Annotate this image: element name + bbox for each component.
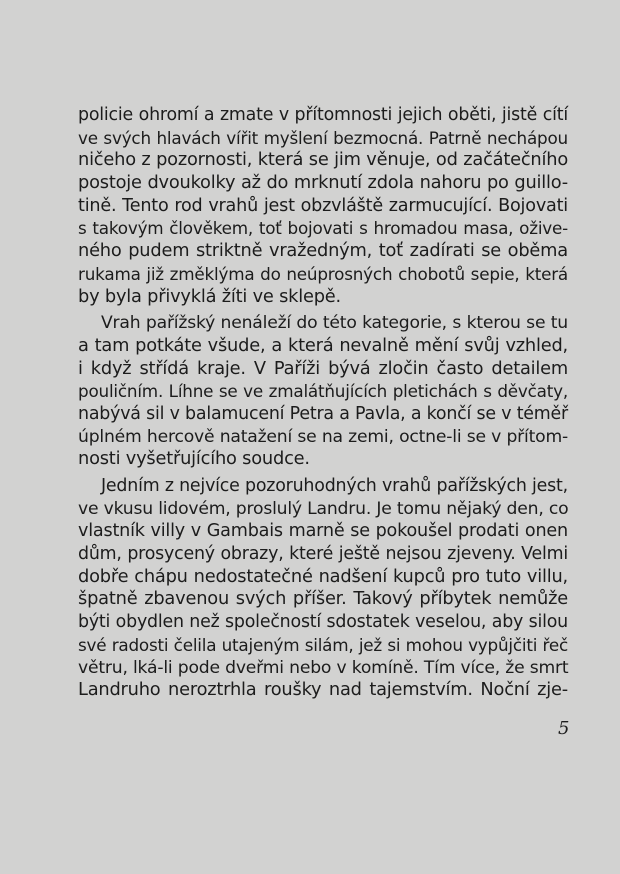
page-number: 5 — [558, 718, 570, 739]
text-line: nabývá sil v balamucení Petra a Pavla, a končí se v téměř — [78, 403, 568, 424]
text-line: pouličním. Líhne se ve zmalátňujících pletichách s děvčaty, — [78, 381, 568, 402]
text-line: ničeho z pozornosti, která se jim věnuje, od začátečního — [78, 149, 568, 171]
body-text — [78, 104, 568, 702]
text-line: Jedním z nejvíce pozoruhodných vrahů pařížských jest, — [101, 476, 568, 496]
text-line: dům, prosycený obrazy, které ještě nejsou zjeveny. Velmi — [78, 544, 568, 565]
text-line: policie ohromí a zmate v přítomnosti jejich oběti, jistě cítí — [78, 105, 568, 125]
text-line: by byla přivyklá žíti ve sklepě. — [78, 285, 342, 307]
text-line: úplném hercově natažení se na zemi, octne-li se v přítom- — [78, 426, 568, 447]
text-line: větru, lká-li pode dveřmi nebo v komíně. Tím více, že smrt — [78, 657, 569, 678]
paragraph-1 — [78, 104, 568, 308]
text-line: a tam potkáte všude, a která nevalně mění svůj vzhled, — [78, 334, 568, 356]
text-line: býti obydlen než společností sdostatek veselou, aby silou — [78, 612, 568, 633]
text-line: s takovým člověkem, toť bojovati s hromadou masa, ožive- — [78, 218, 568, 239]
text-line: ve svých hlavách vířit myšlení bezmocná. Patrně nechápou — [78, 127, 568, 148]
paragraph-3 — [78, 475, 568, 702]
text-line: své radosti čelila utajeným silám, jež si mohou vypůjčiti řeč — [78, 634, 568, 655]
text-line: dobře chápu nedostatečné nadšení kupců pro tuto villu, — [78, 565, 568, 587]
text-line: Vrah pařížský nenáleží do této kategorie, s kterou se tu — [101, 313, 568, 334]
text-line: ného pudem striktně vražedným, toť zadírati se oběma — [78, 240, 568, 262]
text-line: Landruho neroztrhla roušky nad tajemstvím. Noční zje- — [78, 679, 568, 701]
text-line: tině. Tento rod vrahů jest obzvláště zarmucující. Bojovati — [78, 195, 568, 216]
paragraph-2 — [78, 312, 568, 471]
text-line: i když střídá kraje. V Paříži bývá zločin často detailem — [78, 357, 568, 379]
text-line: špatně zbavenou svých příšer. Takový příbytek nemůže — [78, 588, 568, 610]
text-line: postoje dvoukolky až do mrknutí zdola nahoru po guillo- — [78, 172, 568, 194]
text-line: ve vkusu lidovém, proslulý Landru. Je tomu nějaký den, co — [78, 498, 569, 519]
text-line: vlastník villy v Gambais marně se pokoušel prodati onen — [78, 521, 568, 542]
text-line: nosti vyšetřujícího soudce. — [78, 448, 310, 470]
text-line: rukama již změklýma do neúprosných chobotů sepie, která — [78, 263, 568, 284]
